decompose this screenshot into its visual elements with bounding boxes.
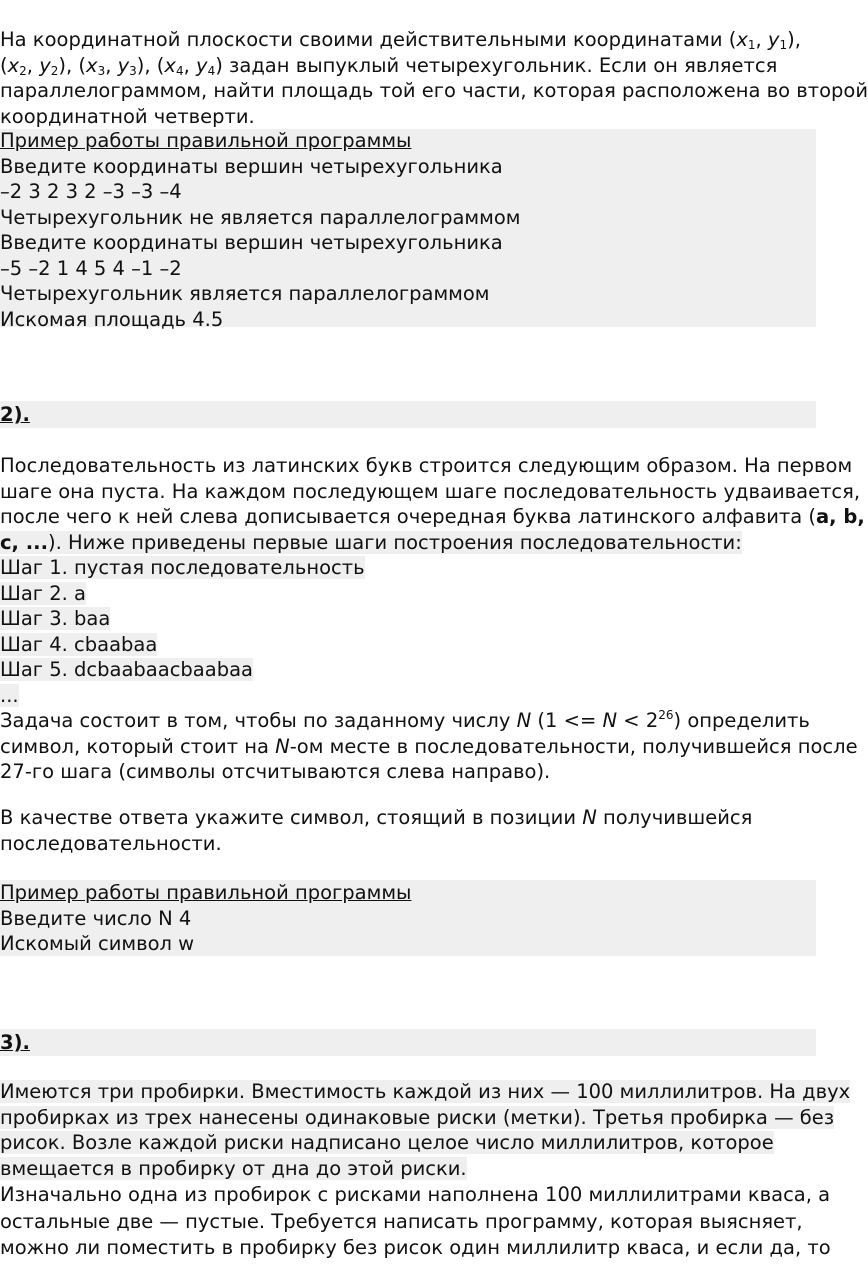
task1-example-line: Введите координаты вершин четырехугольника: [0, 154, 503, 178]
task2-step: Шаг 5. dcbaabaacbaabaa: [0, 658, 253, 681]
task2-step: Шаг 4. cbaabaa: [0, 632, 158, 656]
task2-answer-line: В качестве ответа укажите символ, стоящий в позиции N получившейся: [0, 806, 753, 829]
task2-line: после чего к ней слева дописывается очередная буква латинского алфавита (a, b,: [0, 505, 865, 528]
task2-heading: [0, 402, 816, 428]
task2-example-line: Искомый символ w: [0, 932, 195, 955]
task1-example: [0, 128, 816, 332]
task2-statement: [0, 453, 865, 785]
task1-example-line: Четырехугольник не является параллелограммом: [0, 205, 521, 229]
task3-line: рисок. Возле каждой риски надписано целое число миллилитров, которое: [0, 1131, 774, 1154]
task3-heading: [0, 1030, 816, 1056]
task3-line: остальные две — пустые. Требуется написать программу, которая выясняет,: [0, 1209, 803, 1233]
task3-heading-text: 3).: [0, 1031, 30, 1054]
task2-task-line: символ, который стоит на N-ом месте в последовательности, получившейся после: [0, 734, 858, 758]
task2-answer: [0, 805, 816, 856]
task1-example-title: Пример работы правильной программы: [0, 129, 412, 152]
task2-task-line: 27-го шага (символы отсчитываются слева направо).: [0, 760, 551, 783]
task3-line: вмещается в пробирку от дна до этой риски.: [0, 1156, 467, 1180]
task1-example-line: –2 3 2 3 2 –3 –3 –4: [0, 180, 182, 203]
task1-statement: [0, 27, 868, 129]
task2-example: [0, 880, 816, 957]
task2-task-line: Задача состоит в том, чтобы по заданному числу N $(1 <= N < 2^{26})$ определить: [0, 708, 810, 732]
task3-statement: [0, 1079, 851, 1181]
task3-line: Имеются три пробирки. Вместимость каждой из них — 100 миллилитров. На двух: [0, 1080, 851, 1103]
task2-line: шаге она пуста. На каждом последующем шаге последовательность удваивается,: [0, 479, 861, 503]
task2-step: Шаг 2. a: [0, 581, 86, 605]
task2-line: c, ...). Ниже приведены первые шаги построения последовательности:: [0, 530, 742, 554]
task3-line: можно ли поместить в пробирку без рисок один миллилитр кваса, и если да, то: [0, 1236, 831, 1259]
task2-line: Последовательность из латинских букв строится следующим образом. На первом: [0, 454, 853, 477]
task2-example-title: Пример работы правильной программы: [0, 881, 412, 904]
task1-example-line: Искомая площадь 4.5: [0, 307, 224, 331]
task3-statement-2: [0, 1182, 831, 1262]
task2-heading-text: 2).: [0, 403, 30, 426]
task2-step: ...: [0, 683, 19, 707]
task3-line: Изначально одна из пробирок с рисками наполнена 100 миллилитрами кваса, а: [0, 1183, 831, 1206]
task2-example-line: Введите число N 4: [0, 906, 192, 930]
task1-line2: ($x_2$, $y_2$), ($x_3$, $y_3$), ($x_4$, $y_4$) задан выпуклый четырехугольник. Если он является: [0, 53, 778, 78]
task1-line4: координатной четверти.: [0, 104, 255, 128]
task2-answer-line: последовательности.: [0, 831, 222, 855]
task1-example-line: Введите координаты вершин четырехугольника: [0, 231, 503, 254]
task1-example-line: –5 –2 1 4 5 4 –1 –2: [0, 256, 182, 280]
task3-line: пробирках из трех нанесены одинаковые риски (метки). Третья пробирка — без: [0, 1105, 835, 1129]
task1-line1: На координатной плоскости своими действительными координатами ($x_1$, $y_1$),: [0, 28, 801, 52]
task1-example-line: Четырехугольник является параллелограммом: [0, 282, 490, 305]
task1-line3: параллелограммом, найти площадь той его части, которая расположена во второй: [0, 79, 868, 102]
task2-step: Шаг 1. пустая последовательность: [0, 556, 365, 579]
task2-step: Шаг 3. baa: [0, 607, 111, 630]
